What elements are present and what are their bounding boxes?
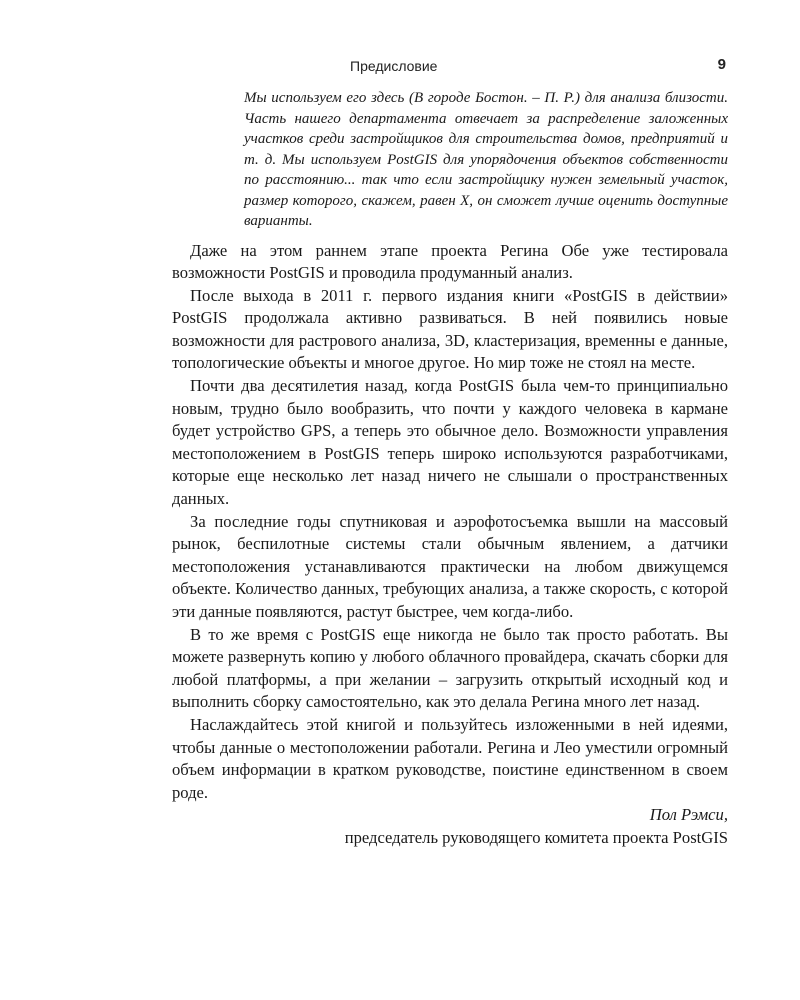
paragraph: Почти два десятилетия назад, когда PostGIS была чем-то принципиально новым, трудно было вообразить, что почти у каждого человека в кармане будет устройство GPS, а теперь это обычное дело. Возможности управления местоположением в PostGIS теперь широко используются разработчиками, которые еще несколько лет назад ничего не слышали о пространственных данных. (172, 376, 728, 509)
signature-block (172, 804, 728, 849)
paragraph: После выхода в 2011 г. первого издания книги «PostGIS в действии» PostGIS продолжала активно развиваться. В ней появились новые возможности для растрового анализа, 3D, кластеризация, временны е данные, топологические объекты и многое другое. Но мир тоже не стоял на месте. (172, 285, 728, 373)
epigraph-quote: Мы используем его здесь (В городе Бостон. – П. Р.) для анализа близости. Часть нашего департамента отвечает за распределение заложенных участков среди застройщиков для строительства домов, предприятий и т. д. Мы используем PostGIS для упорядочения объектов собственности по расстоянию... так что если застройщику нужен земельный участок, размер которого, скажем, равен X, он сможет лучше оценить доступные варианты. (244, 90, 728, 229)
signature-name: Пол Рэмси, (649, 805, 728, 825)
body-text (172, 240, 728, 805)
paragraph: Наслаждайтесь этой книгой и пользуйтесь изложенными в ней идеями, чтобы данные о местоположении работали. Регина и Лео уместили огромный объем информации в кратком руководстве, поистине единственном в своем роде. (172, 714, 728, 802)
running-header (172, 52, 728, 78)
page-number: 9 (717, 56, 726, 73)
paragraph: Даже на этом раннем этапе проекта Регина Обе уже тестировала возможности PostGIS и проводила продуманный анализ. (172, 240, 728, 283)
book-page (172, 52, 728, 850)
paragraph: За последние годы спутниковая и аэрофотосъемка вышли на массовый рынок, беспилотные системы стали обычным явлением, а датчики местоположения устанавливаются практически на любом движущемся объекте. Количество данных, требующих анализа, а также скорость, с которой эти данные появляются, растут быстрее, чем когда-либо. (172, 511, 728, 621)
paragraph: В то же время с PostGIS еще никогда не было так просто работать. Вы можете развернуть копию у любого облачного провайдера, скачать сборки для любой платформы, а при желании – загрузить открытый исходный код и выполнить сборку самостоятельно, как это делала Регина много лет назад. (172, 624, 728, 712)
running-title: Предисловие (350, 58, 438, 74)
signature-role: председатель руководящего комитета проекта PostGIS (344, 827, 728, 847)
